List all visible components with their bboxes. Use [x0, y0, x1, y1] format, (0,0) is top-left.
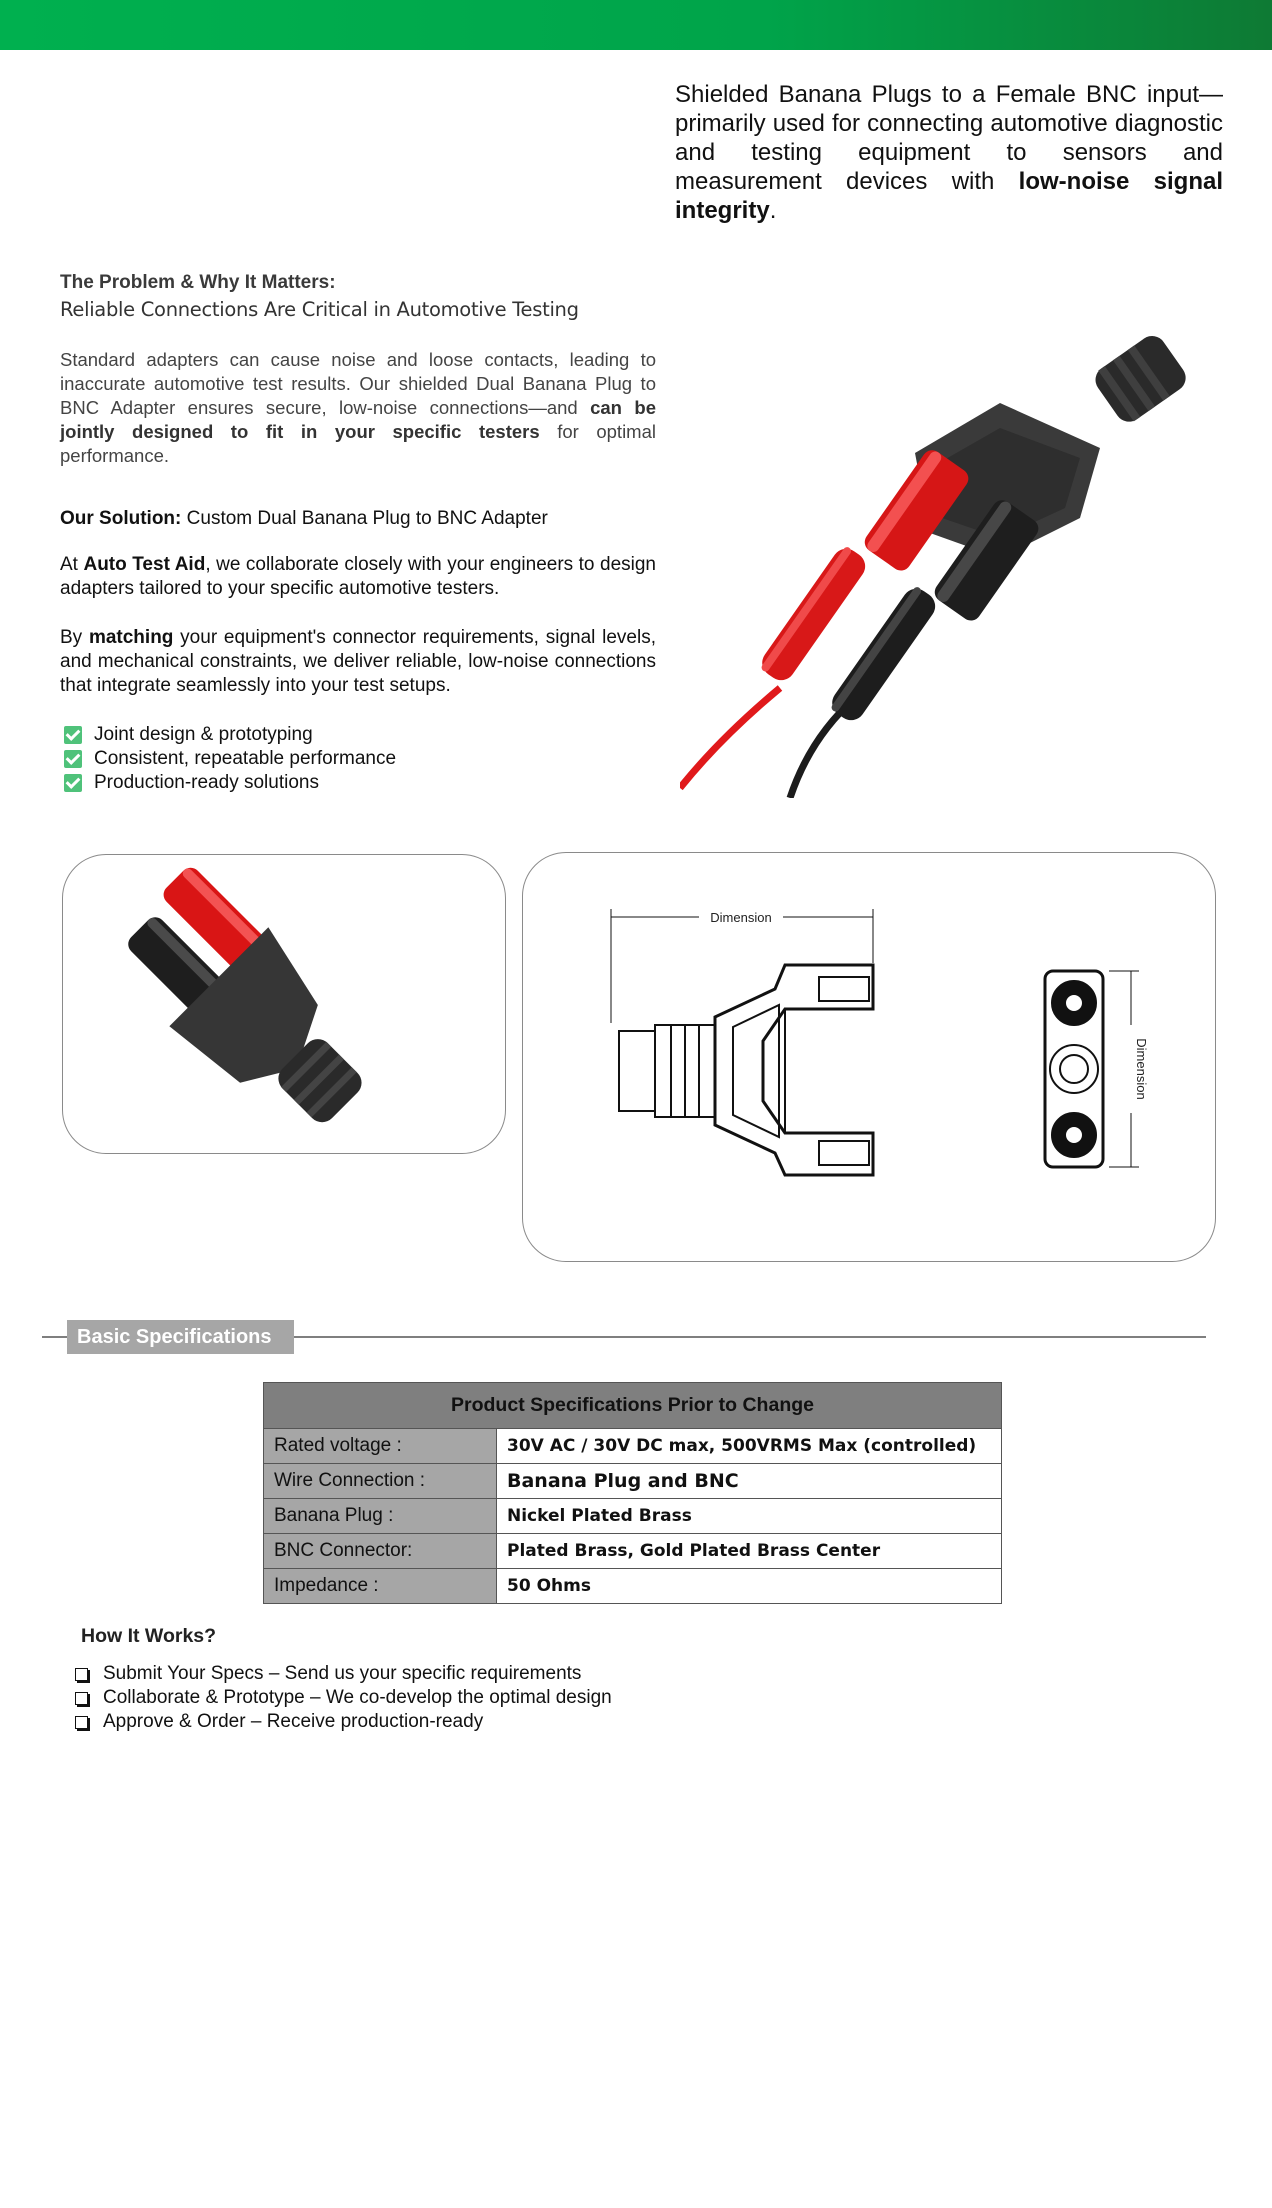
- spec-value: Nickel Plated Brass: [497, 1499, 1002, 1534]
- header-bar: [0, 0, 1272, 50]
- spec-value: 30V AC / 30V DC max, 500VRMS Max (controlled): [497, 1429, 1002, 1464]
- dimension-drawing-panel: [522, 852, 1216, 1262]
- spec-key: Rated voltage :: [264, 1429, 497, 1464]
- checkbox-empty-icon: [75, 1692, 88, 1705]
- dimension-drawing: [523, 853, 1217, 1263]
- problem-body: Standard adapters can cause noise and loose contacts, leading to inaccurate automotive test results. Our shielded Dual Banana Plug to BNC Adapter ensures secure, low-noise connections—and can be jointly designed to fit in your specific testers for optimal performance.: [60, 349, 657, 466]
- problem-heading: The Problem & Why It Matters:: [60, 272, 336, 293]
- table-row: [264, 1534, 1002, 1569]
- specifications-table: [263, 1382, 1002, 1604]
- dimension-label-horizontal: Dimension: [710, 910, 772, 925]
- list-item: Collaborate & Prototype – We co-develop the optimal design: [75, 1686, 612, 1710]
- table-header-row: [264, 1383, 1002, 1429]
- spec-value: Plated Brass, Gold Plated Brass Center: [497, 1534, 1002, 1569]
- list-item: Approve & Order – Receive production-ready: [75, 1710, 612, 1734]
- table-title: Product Specifications Prior to Change: [264, 1383, 1002, 1429]
- benefit-checklist: [64, 723, 396, 795]
- list-item: Submit Your Specs – Send us your specific requirements: [75, 1662, 612, 1686]
- dimension-label-vertical: Dimension: [1134, 1038, 1149, 1100]
- spec-key: Impedance :: [264, 1569, 497, 1604]
- product-render: [63, 855, 507, 1155]
- intro-text: Shielded Banana Plugs to a Female BNC input—primarily used for connecting automotive diagnostic and testing equipment to sensors and measurement devices with low-noise signal integrity.: [675, 81, 1223, 224]
- checkbox-empty-icon: [75, 1716, 88, 1729]
- spec-value: 50 Ohms: [497, 1569, 1002, 1604]
- product-photo: [680, 318, 1210, 798]
- list-item: Joint design & prototyping: [64, 723, 396, 747]
- checkbox-checked-icon: [64, 726, 82, 744]
- list-item: Production-ready solutions: [64, 771, 396, 795]
- solution-paragraph-1: At Auto Test Aid, we collaborate closely with your engineers to design adapters tailored to your specific automotive testers.: [60, 554, 656, 599]
- table-row: [264, 1569, 1002, 1604]
- table-row: [264, 1429, 1002, 1464]
- product-render-panel: [62, 854, 506, 1154]
- list-item: Consistent, repeatable performance: [64, 747, 396, 771]
- how-it-works-list: [75, 1662, 612, 1734]
- solution-paragraph-2: By matching your equipment's connector requirements, signal levels, and mechanical constraints, we deliver reliable, low-noise connections that integrate seamlessly into your test setups.: [60, 627, 656, 696]
- spec-key: BNC Connector:: [264, 1534, 497, 1569]
- solution-heading: Our Solution: Custom Dual Banana Plug to BNC Adapter: [60, 508, 548, 529]
- table-row: [264, 1499, 1002, 1534]
- checkbox-checked-icon: [64, 750, 82, 768]
- how-it-works-heading: How It Works?: [81, 1625, 217, 1647]
- table-row: [264, 1464, 1002, 1499]
- spec-value: Banana Plug and BNC: [497, 1464, 1002, 1499]
- problem-subheading: Reliable Connections Are Critical in Automotive Testing: [60, 298, 579, 321]
- basic-specifications-header: [42, 1320, 1206, 1354]
- checkbox-empty-icon: [75, 1668, 88, 1681]
- spec-key: Banana Plug :: [264, 1499, 497, 1534]
- section-title: Basic Specifications: [67, 1320, 294, 1354]
- spec-key: Wire Connection :: [264, 1464, 497, 1499]
- checkbox-checked-icon: [64, 774, 82, 792]
